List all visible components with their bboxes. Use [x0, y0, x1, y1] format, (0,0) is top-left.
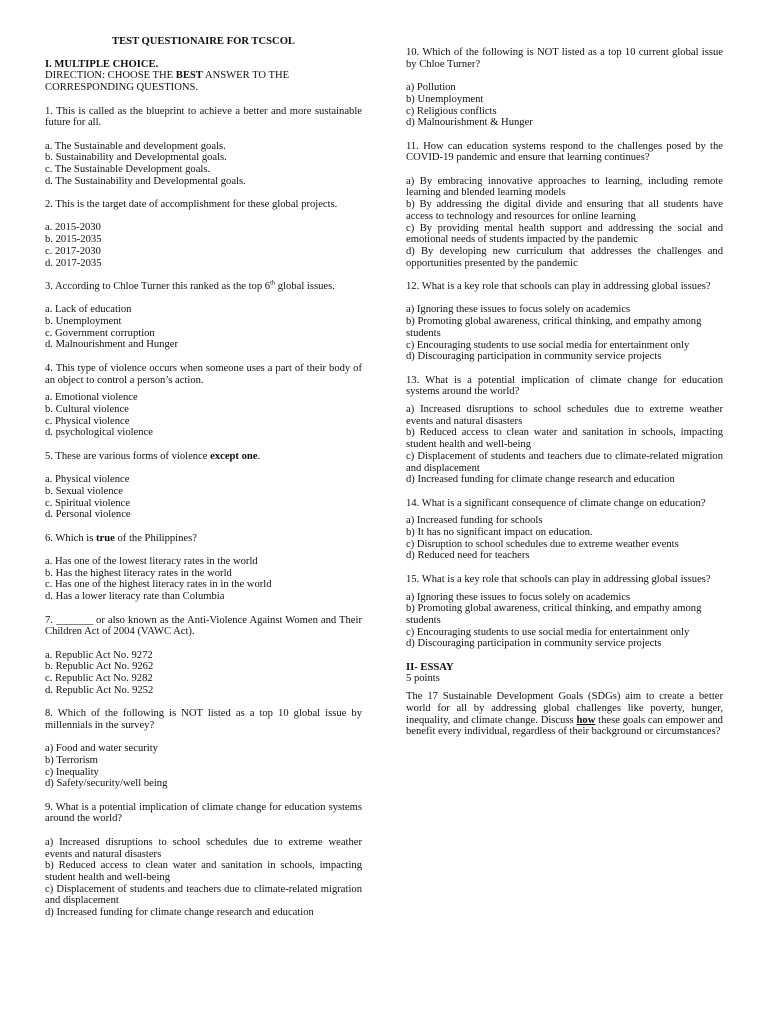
question-8: 8. Which of the following is NOT listed as a top 10 global issue by millennials in the survey?	[45, 708, 362, 731]
section-1-direction: DIRECTION: CHOOSE THE BEST ANSWER TO THE CORRESPONDING QUESTIONS.	[45, 70, 290, 94]
question-13: 13. What is a potential implication of climate change for education systems around the world?	[406, 374, 723, 398]
option: a) Increased disruptions to school schedules due to extreme weather events and natural disasters	[45, 836, 362, 860]
option: b. Cultural violence	[45, 403, 129, 415]
option: d) Increased funding for climate change research and education	[45, 907, 314, 919]
right-column	[406, 47, 723, 738]
option: a. Has one of the lowest literacy rates in the world	[45, 556, 258, 568]
option: b. Unemployment	[45, 316, 122, 328]
question-4-options	[45, 392, 362, 439]
option: d. The Sustainability and Developmental goals.	[45, 175, 246, 187]
option: c) Religious conflicts	[406, 105, 497, 117]
option: d. psychological violence	[45, 427, 153, 439]
option: b) Promoting global awareness, critical thinking, and empathy among students	[406, 603, 702, 626]
question-2: 2. This is the target date of accomplishment for these global projects.	[45, 199, 338, 211]
left-column	[45, 36, 362, 919]
option: c) Encouraging students to use social media for entertainment only	[406, 626, 690, 638]
question-12-options	[406, 304, 723, 363]
option: a. The Sustainable and development goals.	[45, 140, 226, 152]
question-14: 14. What is a significant consequence of climate change on education?	[406, 497, 706, 509]
option: c. Physical violence	[45, 415, 130, 427]
option: b) Terrorism	[45, 754, 98, 766]
option: b. Sexual violence	[45, 485, 123, 497]
question-6: 6. Which is true of the Philippines?	[45, 532, 197, 544]
question-7: 7. _______ or also known as the Anti-Violence Against Women and Their Children Act of 2004 (VAWC Act).	[45, 614, 362, 638]
option: a. Republic Act No. 9272	[45, 649, 153, 661]
option: c. Government corruption	[45, 327, 155, 339]
question-12: 12. What is a key role that schools can play in addressing global issues?	[406, 281, 711, 292]
option: a) Increased funding for schools	[406, 515, 543, 527]
option: c) Encouraging students to use social media for entertainment only	[406, 339, 690, 351]
question-9-options	[45, 837, 362, 919]
option: a. Lack of education	[45, 304, 132, 316]
option: a. 2015-2030	[45, 222, 101, 234]
option: d. 2017-2035	[45, 257, 102, 269]
option: b) Reduced access to clean water and sanitation in schools, impacting student health and well-being	[45, 860, 362, 883]
question-6-options	[45, 556, 362, 603]
essay-prompt: The 17 Sustainable Development Goals (SDGs) aim to create a better world for all by addressing global challenges like poverty, hunger, inequality, and climate change. Discuss how these goals can empower and benefit every individual, regardless of their background or circumstances?	[406, 691, 723, 738]
option: b) Unemployment	[406, 93, 484, 105]
option: d) Safety/security/well being	[45, 778, 168, 790]
question-5-options	[45, 474, 362, 521]
question-5: 5. These are various forms of violence except one.	[45, 450, 261, 462]
option: d) Increased funding for climate change research and education	[406, 474, 675, 486]
option: a) Increased disruptions to school schedules due to extreme weather events and natural disasters	[406, 404, 723, 427]
option: d) Discouraging participation in community service projects	[406, 351, 662, 363]
question-14-options	[406, 515, 723, 562]
question-11: 11. How can education systems respond to the challenges posed by the COVID-19 pandemic and ensure that learning continues?	[406, 140, 723, 164]
document-title: TEST QUESTIONAIRE FOR TCSCOL	[112, 36, 295, 47]
option: c) Displacement of students and teachers due to climate-related migration and displacement	[45, 883, 362, 907]
option: c. The Sustainable Development goals.	[45, 164, 211, 175]
option: c. Republic Act No. 9282	[45, 673, 153, 685]
option: a. Physical violence	[45, 474, 130, 486]
option: c. Has one of the highest literacy rates in in the world	[45, 579, 272, 591]
section-2-points: 5 points	[406, 673, 440, 685]
option: b. Has the highest literacy rates in the world	[45, 567, 232, 579]
question-4: 4. This type of violence occurs when someone uses a part of their body of an object to control a person’s action.	[45, 362, 362, 386]
question-1-options	[45, 141, 362, 188]
option: b. Sustainability and Developmental goals.	[45, 152, 227, 164]
question-15: 15. What is a key role that schools can play in addressing global issues?	[406, 573, 711, 585]
question-10: 10. Which of the following is NOT listed as a top 10 current global issue by Chloe Turner?	[406, 47, 723, 70]
question-1: 1. This is called as the blueprint to achieve a better and more sustainable future for all.	[45, 105, 362, 129]
section-2-heading: II- ESSAY	[406, 661, 454, 673]
question-7-options	[45, 650, 362, 697]
question-9: 9. What is a potential implication of climate change for education systems around the world?	[45, 801, 362, 825]
option: d) Discouraging participation in community service projects	[406, 638, 662, 650]
option: c. 2017-2030	[45, 245, 101, 257]
option: a) Pollution	[406, 82, 456, 94]
option: b) Reduced access to clean water and sanitation in schools, impacting student health and well-being	[406, 427, 723, 451]
option: a) By embracing innovative approaches to learning, including remote learning and blended learning models	[406, 175, 723, 199]
option: d. Has a lower literacy rate than Columbia	[45, 591, 225, 603]
question-3-options	[45, 304, 362, 351]
option: c) By providing mental health support and addressing the social and emotional needs of students impacted by the pandemic	[406, 222, 723, 246]
option: d. Republic Act No. 9252	[45, 684, 154, 696]
option: d. Personal violence	[45, 509, 131, 521]
option: d) Malnourishment & Hunger	[406, 117, 533, 129]
section-1-heading: I. MULTIPLE CHOICE.	[45, 58, 159, 70]
option: d) Reduced need for teachers	[406, 550, 530, 562]
question-13-options	[406, 404, 723, 486]
question-10-options	[406, 82, 723, 129]
option: c. Spiritual violence	[45, 497, 131, 509]
option: a) Food and water security	[45, 743, 158, 755]
option: c) Inequality	[45, 766, 99, 778]
option: d. Malnourishment and Hunger	[45, 339, 178, 351]
question-11-options	[406, 176, 723, 270]
question-8-options	[45, 743, 362, 790]
option: b. Republic Act No. 9262	[45, 661, 154, 673]
option: b) By addressing the digital divide and ensuring that all students have access to technology and resources for online learning	[406, 199, 723, 222]
question-3: 3. According to Chloe Turner this ranked as the top 6th global issues.	[45, 279, 335, 292]
option: b. 2015-2035	[45, 234, 102, 246]
question-15-options	[406, 592, 723, 651]
option: b) It has no significant impact on education.	[406, 527, 593, 539]
option: a) Ignoring these issues to focus solely on academics	[406, 591, 631, 603]
option: c) Disruption to school schedules due to extreme weather events	[406, 538, 679, 550]
option: a) Ignoring these issues to focus solely on academics	[406, 304, 631, 316]
option: a. Emotional violence	[45, 392, 138, 404]
option: b) Promoting global awareness, critical thinking, and empathy among students	[406, 316, 702, 339]
option: d) By developing new curriculum that addresses the challenges and opportunities presented by the pandemic	[406, 245, 723, 269]
option: c) Displacement of students and teachers due to climate-related migration and displacement	[406, 450, 723, 474]
question-2-options	[45, 222, 362, 269]
